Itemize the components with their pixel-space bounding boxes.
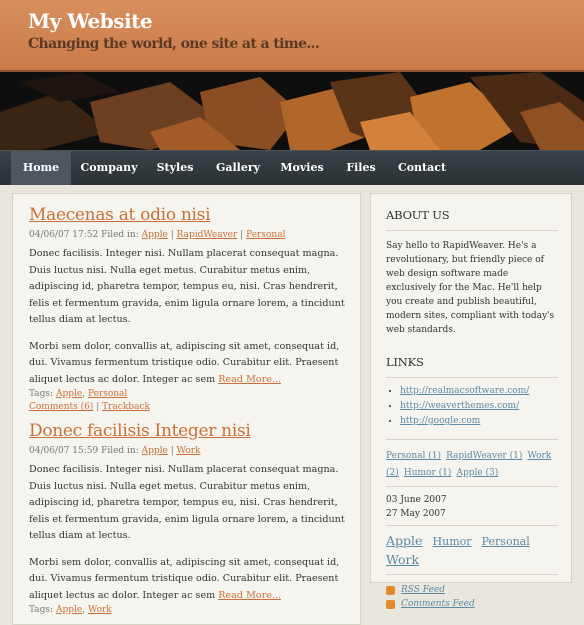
- rss-feed-link[interactable]: RSS Feed: [401, 585, 445, 595]
- tag-link[interactable]: Work: [87, 605, 112, 615]
- divider: [386, 439, 558, 440]
- tag-cloud-link[interactable]: Apple: [386, 533, 423, 548]
- tag-cloud-link[interactable]: Humor: [432, 535, 472, 548]
- nav-files[interactable]: Files: [346, 161, 376, 174]
- post-paragraph-more: Morbi sem dolor, convallis at, adipiscing sit amet, consequat id, dui. Vivamus fermentum tristique odio. Curabitur elit. Praesent aliquet lectus ac dolor. Integer ac sem Read More...: [29, 556, 340, 601]
- post-meta: 04/06/07 17:52 Filed in: Apple | RapidWeaver | Personal: [29, 230, 286, 240]
- list-item: [400, 384, 558, 399]
- tag-cloud: [386, 530, 558, 568]
- sidebar: [370, 193, 572, 609]
- tags-label: Tags:: [29, 605, 54, 615]
- post-paragraph-more: Morbi sem dolor, convallis at, adipiscing sit amet, consequat id, dui. Vivamus fermentum tristique odio. Curabitur elit. Praesent aliquet lectus ac dolor. Integer ac sem Read More...: [29, 340, 340, 385]
- category-link[interactable]: Apple (3): [456, 468, 499, 478]
- tag-cloud-link[interactable]: Work: [386, 552, 420, 567]
- category-list: [386, 446, 558, 480]
- list-item: [400, 414, 558, 429]
- site-tagline: Changing the world, one site at a time...: [28, 36, 320, 52]
- feed-row: [386, 597, 558, 611]
- post-tags: Tags: Apple, Personal: [29, 389, 128, 399]
- blog-post: [29, 205, 347, 414]
- post-paragraph: Donec facilisis. Integer nisi. Nullam placerat consequat magna. Duis luctus nisi. Nulla eget metus. Curabitur metus enim, adipiscing id, pharetra tempor, tempus eu, nisi. Cras hendrerit, felis et fermentum gravida, enim ligula ornare lorem, a tincidunt tellus diam at lectus.: [29, 464, 345, 541]
- read-more-link[interactable]: Read More...: [218, 589, 282, 601]
- blog-post: [29, 421, 347, 617]
- feed-row: [386, 583, 558, 597]
- post-meta: 04/06/07 15:59 Filed in: Apple | Work: [29, 446, 201, 456]
- trackback-link[interactable]: Trackback: [102, 402, 150, 412]
- archive-list: [386, 493, 558, 521]
- main-nav: [0, 150, 584, 185]
- tag-link[interactable]: Apple: [55, 605, 83, 615]
- post-tags: Tags: Apple, Work: [29, 605, 112, 615]
- post-date: 04/06/07 15:59: [29, 446, 99, 456]
- site-header: [0, 0, 584, 72]
- category-link[interactable]: Work: [176, 446, 201, 456]
- category-link[interactable]: RapidWeaver (1): [446, 451, 523, 461]
- category-link[interactable]: Personal (1): [386, 451, 441, 461]
- post-title[interactable]: Maecenas at odio nisi: [29, 205, 211, 225]
- post-title[interactable]: Donec facilisis Integer nisi: [29, 421, 251, 441]
- tag-link[interactable]: Apple: [55, 389, 83, 399]
- nav-movies[interactable]: Movies: [280, 161, 324, 174]
- tag-cloud-link[interactable]: Personal: [481, 535, 530, 548]
- external-link[interactable]: http://weaverthemes.com/: [400, 401, 520, 411]
- nav-company[interactable]: Company: [80, 161, 138, 174]
- post-footer-links: Comments (6) | Trackback: [29, 402, 150, 412]
- category-link[interactable]: Apple: [141, 446, 168, 456]
- divider: [386, 486, 558, 487]
- external-link[interactable]: http://google.com: [400, 416, 481, 426]
- divider: [386, 230, 558, 231]
- archive-item[interactable]: 27 May 2007: [386, 509, 446, 519]
- comments-feed-link[interactable]: Comments Feed: [401, 599, 475, 609]
- filed-in-label: Filed in:: [101, 446, 139, 456]
- rss-icon: [386, 600, 395, 609]
- post-paragraph: Donec facilisis. Integer nisi. Nullam placerat consequat magna. Duis luctus nisi. Nulla eget metus. Curabitur metus enim, adipiscing id, pharetra tempor, tempus eu, nisi. Cras hendrerit, felis et fermentum gravida, enim ligula ornare lorem, a tincidunt tellus diam at lectus.: [29, 248, 345, 325]
- post-body: [29, 462, 347, 604]
- divider: [386, 525, 558, 526]
- links-heading: LINKS: [386, 355, 424, 369]
- nav-styles[interactable]: Styles: [156, 161, 194, 174]
- filed-in-label: Filed in:: [101, 230, 139, 240]
- divider: [386, 574, 558, 575]
- category-link[interactable]: Personal: [246, 230, 286, 240]
- main-content: [12, 193, 361, 625]
- tag-link[interactable]: Personal: [87, 389, 128, 399]
- nav-home[interactable]: Home: [11, 151, 71, 185]
- category-link[interactable]: Apple: [141, 230, 168, 240]
- divider: [386, 377, 558, 378]
- site-title[interactable]: My Website: [28, 9, 153, 33]
- category-link[interactable]: Humor (1): [403, 468, 452, 478]
- category-link[interactable]: RapidWeaver: [176, 230, 238, 240]
- about-heading: ABOUT US: [386, 208, 450, 222]
- about-text: Say hello to RapidWeaver. He's a revolutionary, but friendly piece of web design software made exclusively for the Mac. He'll help you create and publish beautiful, modern sites, compliant with today's web standards.: [386, 241, 555, 335]
- nav-contact[interactable]: Contact: [397, 161, 447, 174]
- rss-icon: [386, 586, 395, 595]
- post-body: [29, 246, 347, 388]
- list-item: [400, 399, 558, 414]
- external-link[interactable]: http://realmacsoftware.com/: [400, 386, 530, 396]
- header-banner-image: [0, 72, 584, 150]
- post-date: 04/06/07 17:52: [29, 230, 99, 240]
- read-more-link[interactable]: Read More...: [218, 373, 282, 385]
- tags-label: Tags:: [29, 389, 54, 399]
- archive-item[interactable]: 03 June 2007: [386, 495, 447, 505]
- comments-link[interactable]: Comments (6): [29, 402, 94, 412]
- links-list: [386, 384, 558, 429]
- nav-gallery[interactable]: Gallery: [215, 161, 261, 174]
- category-link[interactable]: Work (2): [386, 451, 552, 478]
